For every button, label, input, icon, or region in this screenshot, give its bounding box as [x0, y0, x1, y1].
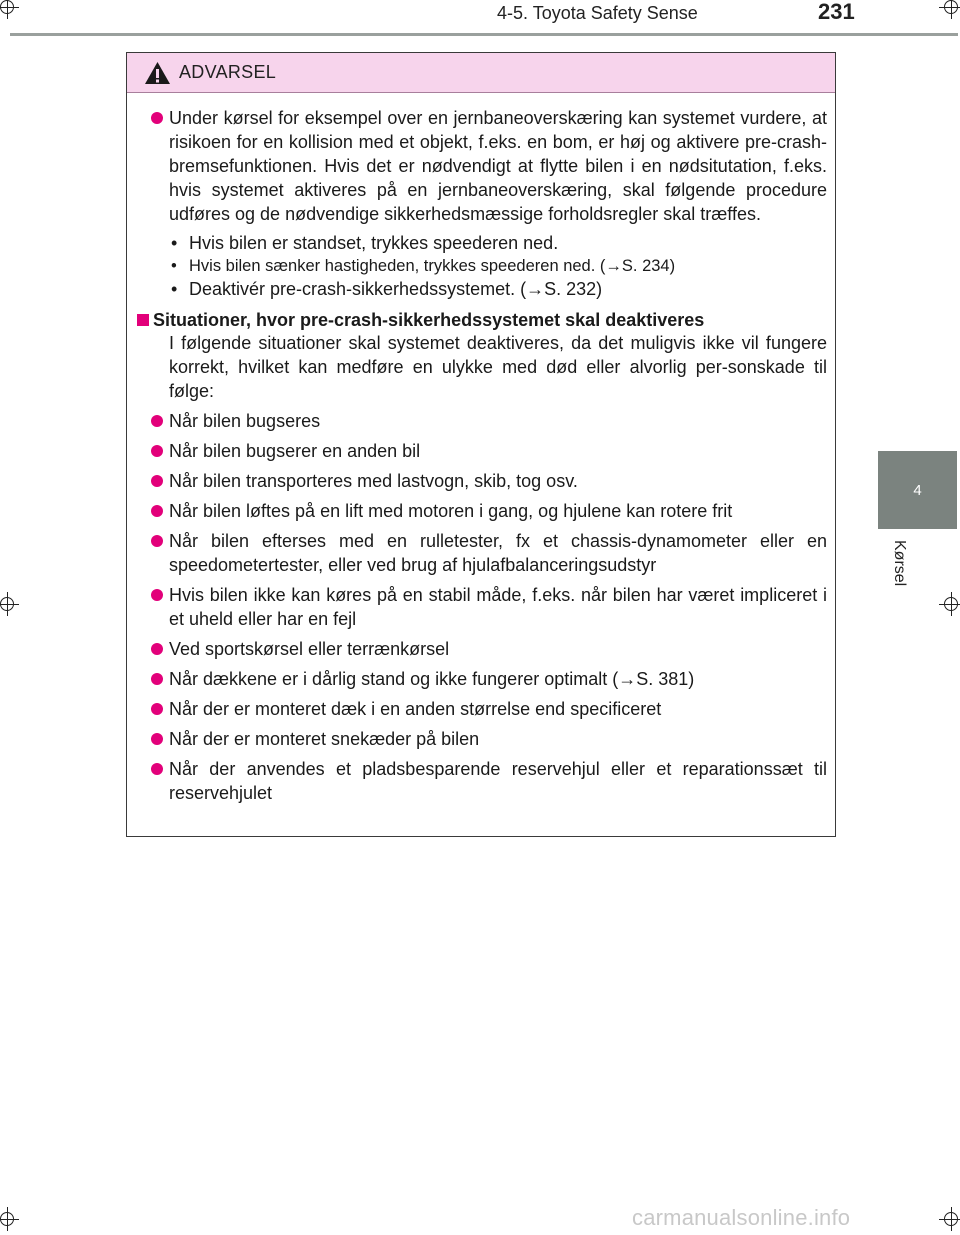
procedure-item: • Deaktivér pre-crash-sikkerhedssystemet. (→S. 232) [171, 279, 603, 299]
crop-mark-top-left-icon [0, 0, 14, 14]
square-bullet-icon [137, 314, 149, 326]
bullet-icon [151, 733, 163, 745]
warning-title: ADVARSEL [179, 62, 277, 82]
page-number: 231 [818, 0, 855, 24]
section-intro: I følgende situationer skal systemet deaktiveres, da det muligvis ikke vil fungere korrekt, hvilket kan medføre en ulykke med død eller alvorlig per-sonskade til følge: [169, 333, 827, 401]
list-item: Når bilen efterses med en rulletester, fx et chassis-dynamometer eller en speedometertester, eller ved brug af hjulafbalanceringsudstyr [139, 529, 827, 577]
warning-item-railway [139, 106, 827, 226]
chapter-number: 4 [913, 481, 922, 499]
bullet-icon [151, 763, 163, 775]
warning-triangle-icon [144, 61, 171, 85]
list-item: Når bilen løftes på en lift med motoren i gang, og hjulene kan rotere frit [139, 499, 827, 523]
procedure-item: • Hvis bilen er standset, trykkes speederen ned. [171, 233, 559, 253]
list-item: Når der er monteret snekæder på bilen [139, 727, 827, 751]
crop-mark-bottom-right-icon [944, 1212, 958, 1226]
bullet-icon [151, 673, 163, 685]
list-item: Når bilen transporteres med lastvogn, skib, tog osv. [139, 469, 827, 493]
list-item: Når bilen bugseres [139, 409, 827, 433]
bullet-icon [151, 112, 163, 124]
watermark: carmanualsonline.info [632, 1205, 851, 1230]
bullet-icon [151, 535, 163, 547]
procedure-item: • Hvis bilen sænker hastigheden, trykkes speederen ned. (→S. 234) [171, 257, 676, 275]
running-header-section: 4-5. Toyota Safety Sense [497, 3, 698, 23]
crop-mark-middle-left-icon [0, 597, 14, 611]
bullet-icon [151, 475, 163, 487]
warning-content [127, 106, 835, 811]
warning-header [127, 53, 835, 93]
list-item: Ved sportskørsel eller terrænkørsel [139, 637, 827, 661]
bullet-icon [151, 505, 163, 517]
crop-mark-middle-right-icon [944, 597, 958, 611]
list-item: Hvis bilen ikke kan køres på en stabil måde, f.eks. når bilen har været impliceret i et uheld eller har en fejl [139, 583, 827, 631]
crop-mark-bottom-left-icon [0, 1212, 14, 1226]
warning-box [126, 52, 836, 837]
list-item: Når der anvendes et pladsbesparende reservehjul eller et reparationssæt til reservehjulet [139, 757, 827, 805]
chapter-label: Kørsel [891, 540, 908, 587]
chapter-tab [878, 451, 957, 529]
crop-mark-top-right-icon [944, 0, 958, 14]
bullet-icon [151, 703, 163, 715]
list-item: Når der er monteret dæk i en anden størrelse end specificeret [139, 697, 827, 721]
list-item: Når dækkene er i dårlig stand og ikke fungerer optimalt (→S. 381) [139, 667, 827, 691]
bullet-icon [151, 445, 163, 457]
bullet-icon [151, 415, 163, 427]
procedure-list [139, 232, 827, 301]
bullet-icon [151, 589, 163, 601]
warning-item-text: Under kørsel for eksempel over en jernbaneoverskæring kan systemet vurdere, at risikoen for en kollision med et objekt, f.eks. en bom, er høj og aktivere pre-crash-bremsefunktionen. Hvis det er nødvendigt at flytte bilen i en nødsitutation, f.eks. hvis systemet aktiveres på en jernbaneoverskæring, skal følgende procedure udføres og de nødvendige sikkerhedsmæssige forholdsregler skal træffes. [169, 108, 827, 224]
bullet-icon [151, 643, 163, 655]
header-rule [10, 33, 958, 36]
list-item: Når bilen bugserer en anden bil [139, 439, 827, 463]
section-heading: Situationer, hvor pre-crash-sikkerhedssystemet skal deaktiveres [139, 309, 827, 331]
